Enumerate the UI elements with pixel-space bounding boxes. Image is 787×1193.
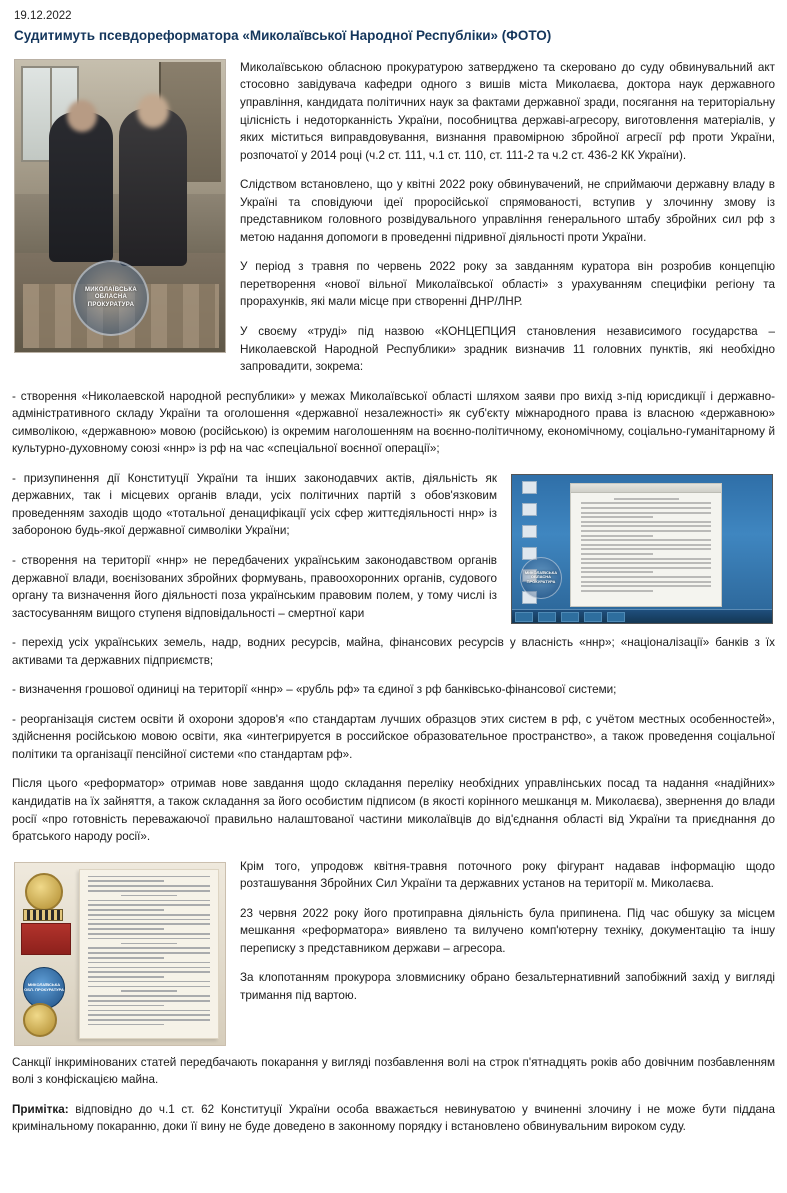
photo1-person-two bbox=[119, 108, 187, 266]
paragraph: - створення на території «ннр» не передбачених українським законодавством органів державної влади, воєнізованих збройних формувань, правоохоронних органів, судового органу та визначення його діяльності поза українським правовим полем, у тому числі із застосуванням вищого ступеня відповідальності – смертної кари bbox=[12, 554, 497, 620]
photo-computer-screen[interactable] bbox=[511, 474, 773, 624]
watermark-line-1: МИКОЛАЇВСЬКА bbox=[524, 569, 558, 575]
watermark-line-2: ОБЛАСНА bbox=[530, 574, 552, 580]
watermark-line-1: МИКОЛАЇВСЬКА bbox=[27, 982, 61, 988]
paragraph: - призупинення дії Конституції України та інших законодавчих актів, діяльність як державних, так і місцевих органів влади, усіх політичних партій з обов'язковим проведенням заходів щодо «тотальної денацифікації усіх сфер життєдіяльності ннр» із забороною будь-якої державної символіки України; bbox=[12, 471, 497, 538]
watermark-line-2: ОБЛ. bbox=[24, 986, 34, 992]
photo2-document-window bbox=[570, 483, 722, 607]
paragraph: У своєму «труді» під назвою «КОНЦЕПЦИЯ становления независимого государства – Николаевской Народной Республики» зрадник визначив 11 головних пунктів, які необхідно запровадити, зокрема: bbox=[240, 324, 775, 374]
watermark-line-3: ПРОКУРАТУРА bbox=[526, 579, 556, 585]
paragraph: Санкції інкримінованих статей передбачають покарання у вигляді позбавлення волі на строк п'ятнадцять років або довічним позбавленням волі з конфіскацією майна. bbox=[12, 1055, 775, 1087]
paragraph: 23 червня 2022 року його протиправна діяльність була припинена. Під час обшуку за місцем мешкання «реформатора» виявлено та вилучено комп'ютерну техніку, документацію та іншу переписку з представником держави – агресора. bbox=[240, 906, 775, 955]
paragraph: - перехід усіх українських земель, надр, водних ресурсів, майна, фінансових ресурсів у власність «ннр»; «націоналізації» банків з їх активами та державних підприємств; bbox=[12, 636, 775, 667]
watermark-emblem bbox=[520, 557, 562, 599]
page-title: Судитимуть псевдореформатора «Миколаївської Народної Республіки» (ФОТО) bbox=[14, 28, 552, 43]
paragraph: - реорганізація систем освіти й охорони здоров'я «по стандартам лучших образцов этих систем в рф, с учётом местных особенностей», здійснення російською мовою освіти, яка «интегрируется в российское образовательное пространство», а також проведення соціальної політики та організації пенсійної системи «по стандартам рф». bbox=[12, 712, 775, 761]
photo3-medal-second bbox=[23, 1003, 57, 1037]
paragraph: - визначення грошової одиниці на території «ннр» – «рубль рф» та єдиної з рф банківсько-фінансової системи; bbox=[12, 683, 617, 697]
photo3-red-badge bbox=[21, 923, 71, 955]
photo1-person-one-face-blurred bbox=[67, 100, 97, 132]
paragraph: У період з травня по червень 2022 року за завданням куратора він розробив концепцію перетворення «нової вільної Миколаївської області» з урахуванням специфіки регіону та прорахунків, які мали місце при створенні ДНР/ЛНР. bbox=[240, 260, 775, 309]
paragraph: - створення «Николаевской народной республики» у межах Миколаївської області шляхом заяви про вихід з-під юрисдикції і державно-адміністративного складу України та оголошення «державної незалежності» як суб'єкту міжнародного права із власною «державною» символікою, «державною» мовою (російською) із окремим наголошенням на воєнно-політичному, економічному, соціально-гуманітарному й культурно-духовному союзі «ннр» із рф на час «спеціальної воєнної операції»; bbox=[12, 389, 775, 456]
paragraph: Після цього «реформатор» отримав нове завдання щодо складання переліку необхідних управлінських посад та надання «надійних» кандидатів на їх зайняття, а також складання за його особистим підписом (в якості корінного мешканця м. Миколаєва), звернення до влади росії «про готовність переважаючої правильно налаштованої частини миколаївців до від'єднання області від України та приєднання до братського народу росії». bbox=[12, 777, 775, 844]
article-body bbox=[12, 59, 775, 1148]
photo2-document-text bbox=[571, 493, 721, 599]
photo1-person-two-face-blurred bbox=[137, 94, 169, 128]
watermark-line-3: ПРОКУРАТУРА bbox=[35, 986, 64, 992]
watermark-emblem bbox=[23, 967, 65, 1009]
watermark-line-2: ОБЛАСНА bbox=[94, 294, 128, 301]
watermark-line-3: ПРОКУРАТУРА bbox=[87, 301, 135, 308]
photo1-person-one bbox=[49, 112, 113, 262]
paragraph: Миколаївською обласною прокуратурою затверджено та скеровано до суду обвинувальний акт стосовно завідувача кафедри одного з вишів міста Миколаєва, доктора наук державного управління, кандидата політичних наук за фактами державної зради, посягання на територіальну цілісність і недоторканність України, пособництва державі-агресору, виготовлення матеріалів, у яких міститься виправдовування, визнання правомірною збройної агресії рф проти України, розпочатої у 2014 році (ч.2 ст. 111, ч.1 ст. 110, ст. 111-2 та ч.2 ст. 436-2 КК України). bbox=[240, 60, 775, 162]
photo3-medal-gold bbox=[25, 873, 63, 911]
legal-note bbox=[12, 1101, 775, 1136]
photo2-window-titlebar bbox=[571, 484, 721, 493]
legal-note-label: Примітка: bbox=[12, 1102, 69, 1116]
watermark-emblem bbox=[73, 260, 149, 336]
photo3-handwritten-pages bbox=[79, 869, 219, 1039]
paragraph: Слідством встановлено, що у квітні 2022 року обвинувачений, не сприймаючи державну владу в Україні та сповідуючи ідеї проросійської спрямованості, вступив у злочинну змову із представником головного розвідувального управління генерального штабу збройних сил рф з метою надання допомоги в проведенні підривної діяльності проти України. bbox=[240, 178, 775, 244]
photo-search-interior[interactable] bbox=[14, 59, 226, 353]
watermark-line-1: МИКОЛАЇВСЬКА bbox=[84, 286, 138, 293]
photo-seized-documents[interactable] bbox=[14, 862, 226, 1046]
paragraph: Крім того, упродовж квітня-травня поточного року фігурант надавав інформацію щодо розташування Збройних Сил України та державних установ на території м. Миколаєва. bbox=[240, 859, 775, 891]
publish-date: 19.12.2022 bbox=[14, 10, 72, 22]
paragraph: За клопотанням прокурора зловмиснику обрано безальтернативний запобіжний захід у вигляді тримання під вартою. bbox=[240, 971, 775, 1002]
photo3-ribbon bbox=[23, 909, 63, 921]
photo2-taskbar bbox=[512, 609, 772, 623]
legal-note-text: відповідно до ч.1 ст. 62 Конституції України особа вважається невинуватою у вчиненні злочину і не може бути піддана кримінальному покаранню, доки її вину не буде доведено в законному порядку і встановлено обвинувальним вироком суду. bbox=[12, 1102, 775, 1134]
